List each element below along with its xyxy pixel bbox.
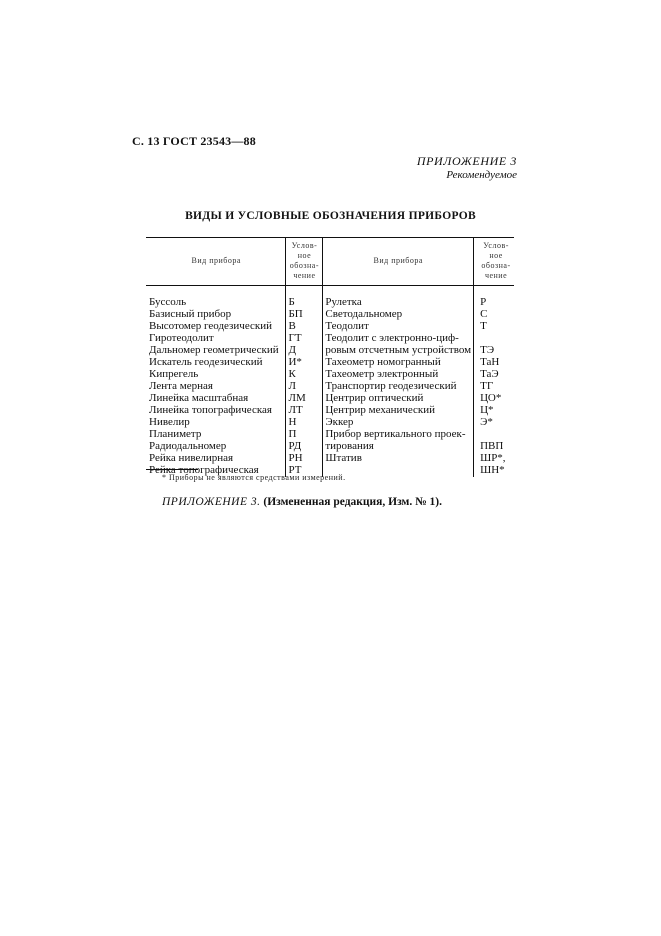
amendment-text: (Измененная редакция, Изм. № 1). [263,496,442,508]
cell-device-right: Эккер [325,416,354,428]
cell-device-right: Тахеометр номогранный [325,356,441,368]
table-row [146,344,514,356]
table-row [146,428,514,440]
page-header: С. 13 ГОСТ 23543—88 [132,134,256,148]
cell-device-right: Теодолит с электронно-циф- [325,332,459,344]
cell-code-left: Л [286,380,323,392]
table-header-row [146,238,514,286]
cell-device-right: Рулетка [325,296,362,308]
cell-device-right: Транспортир геодезический [325,380,457,392]
cell-device-right: Центрир механический [325,404,436,416]
cell-device-right: Прибор вертикального проек- [325,428,466,440]
cell-device-right: Светодальномер [325,308,403,320]
cell-code-left: БП [286,308,323,320]
cell-code-right: Э* [474,416,514,428]
cell-code-left: ЛМ [286,392,323,404]
cell-device-right: Теодолит [325,320,369,332]
cell-device-left: Рейка нивелирная [149,452,234,464]
cell-device-left: Рейка топографическая [149,464,259,476]
appendix-block [417,154,517,181]
table-body [146,286,514,478]
cell-code-left: Б [286,286,323,309]
table-row [146,308,514,320]
table-row [146,356,514,368]
table-row [146,320,514,332]
cell-code-right: ПВП [474,440,514,452]
table-row [146,416,514,428]
header-device-left: Вид прибора [191,256,241,265]
cell-code-right: ТГ [474,380,514,392]
cell-device-left: Буссоль [149,296,187,308]
cell-code-left: ЛТ [286,404,323,416]
cell-device-left: Нивелир [149,416,190,428]
cell-code-left: П [286,428,323,440]
table-row [146,452,514,464]
appendix-label: ПРИЛОЖЕНИЕ 3 [416,154,517,168]
devices-table [146,237,514,477]
cell-code-left: ГТ [286,332,323,344]
amendment-note [162,496,442,508]
cell-device-left: Искатель геодезический [149,356,263,368]
cell-device-left: Базисный прибор [149,308,232,320]
cell-code-left: Н [286,416,323,428]
header-code-left: Услов- ное обозна- чение [286,238,323,286]
cell-device-left: Лента мерная [149,380,213,392]
cell-code-right: ТаН [474,356,514,368]
cell-code-right: ТЭ [474,344,514,356]
cell-code-left: РН [286,452,323,464]
cell-code-right: ЦО* [474,392,514,404]
cell-code-right: С [474,308,514,320]
cell-code-right: ТаЭ [474,368,514,380]
cell-code-right [474,332,514,344]
table-row [146,368,514,380]
footnote-rule [146,469,198,470]
table-row [146,332,514,344]
cell-device-right: тирования [325,440,374,452]
cell-code-right: ШР*, [474,452,514,464]
appendix-status: Рекомендуемое [446,169,517,181]
header-device-right: Вид прибора [373,256,423,265]
cell-code-left: РД [286,440,323,452]
cell-device-left: Линейка масштабная [149,392,249,404]
cell-device-left: Радиодальномер [149,440,227,452]
cell-code-left: РТ [286,464,323,477]
cell-code-right [474,428,514,440]
amendment-appendix: ПРИЛОЖЕНИЕ 3. [162,496,261,508]
cell-code-right: Т [474,320,514,332]
cell-device-right: Центрир оптический [325,392,424,404]
table-row [146,286,514,309]
cell-device-right: ровым отсчетным устройством [325,344,472,356]
cell-device-left: Гиротеодолит [149,332,214,344]
cell-code-left: В [286,320,323,332]
cell-code-left: И* [286,356,323,368]
table-row [146,380,514,392]
cell-code-right: Ц* [474,404,514,416]
cell-device-left: Дальномер геометрический [149,344,279,356]
cell-device-left: Кипрегель [149,368,199,380]
cell-code-left: Д [286,344,323,356]
footnote: * Приборы не являются средствами измерений. [162,473,346,482]
table-row [146,404,514,416]
cell-device-left: Высотомер геодезический [149,320,272,332]
header-code-right: Услов- ное обозна- чение [474,238,514,286]
cell-device-left: Линейка топографическая [149,404,272,416]
cell-device-left: Планиметр [149,428,202,440]
cell-device-right: Штатив [325,452,362,464]
cell-code-right: Р [474,286,514,309]
table-row [146,440,514,452]
cell-device-right: Тахеометр электронный [325,368,439,380]
cell-code-left: К [286,368,323,380]
table-row [146,392,514,404]
cell-code-right: ШН* [474,464,514,477]
document-title: ВИДЫ И УСЛОВНЫЕ ОБОЗНАЧЕНИЯ ПРИБОРОВ [185,210,476,222]
